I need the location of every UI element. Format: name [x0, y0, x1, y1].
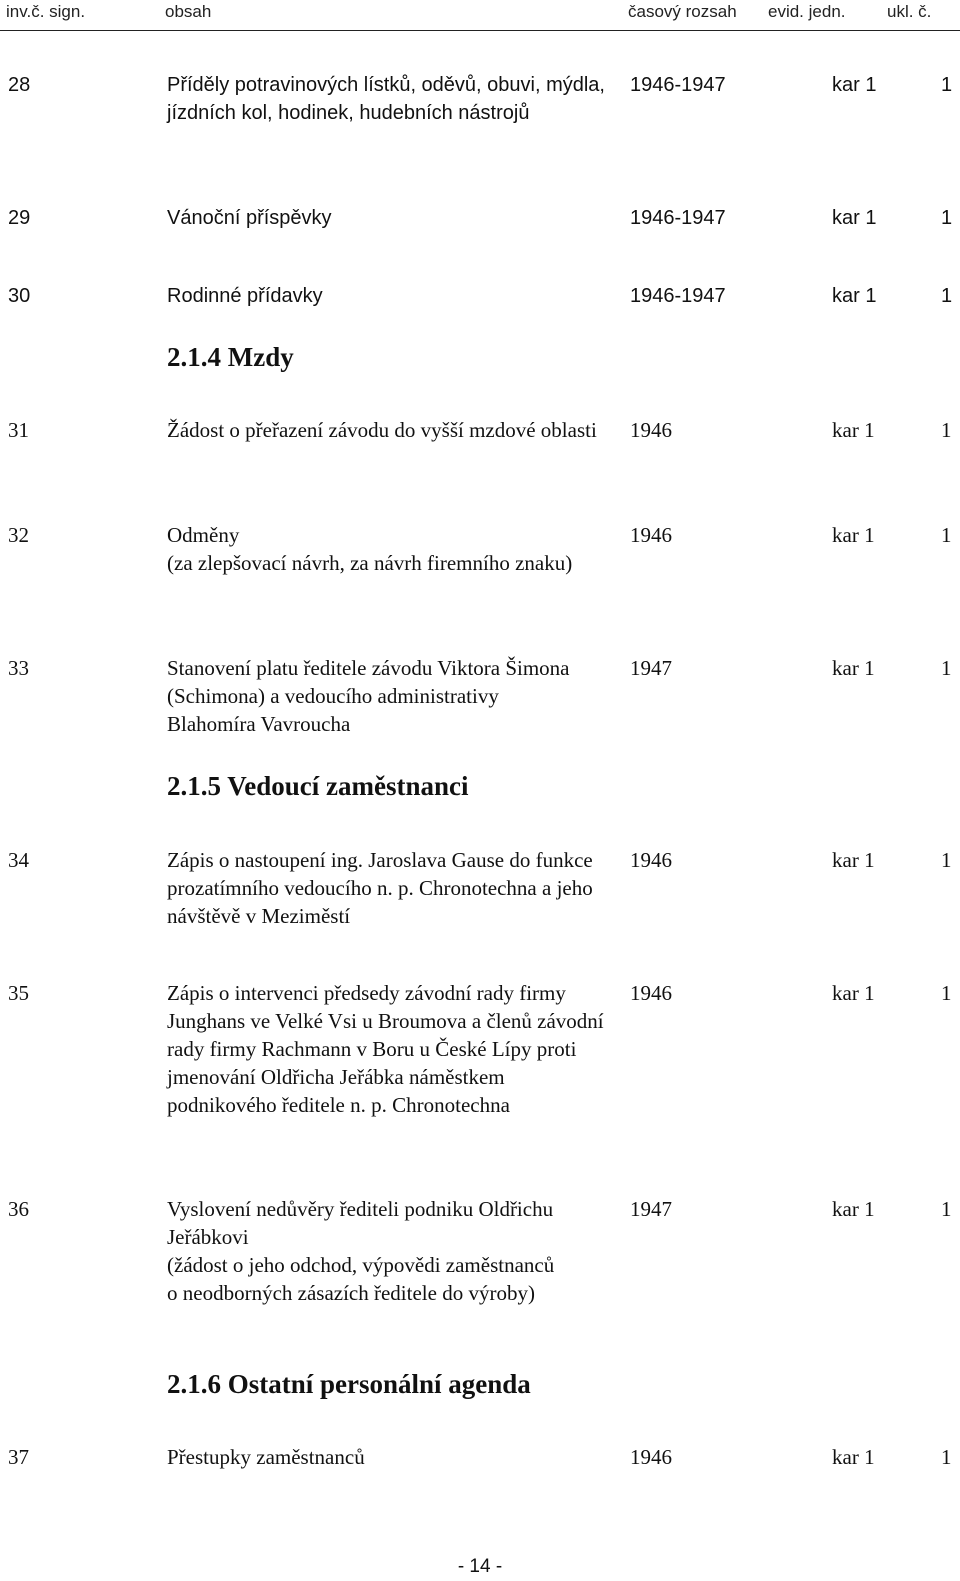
row-description: Zápis o nastoupení ing. Jaroslava Gause do funkce prozatímního vedoucího n. p. Chronotechna a jeho návštěvě v Meziměstí [167, 848, 593, 928]
row-date: 1947 [630, 656, 672, 680]
row-description: Vánoční příspěvky [167, 207, 332, 229]
page-number: - 14 - [457, 1556, 503, 1577]
row-description: Odměny (za zlepšovací návrh, za návrh firemního znaku) [167, 523, 573, 575]
row-box: kar 1 [832, 523, 875, 547]
row-description: Vyslovení nedůvěry řediteli podniku Oldřichu Jeřábkovi (žádost o jeho odchod, výpovědi zaměstnanců o neodborných zásazích ředitele do výroby) [167, 1197, 555, 1305]
row-description: Stanovení platu ředitele závodu Viktora Šimona (Schimona) a vedoucího administrativy Blahomíra Vavroucha [167, 656, 570, 736]
row-storage: 1 [941, 418, 952, 442]
row-date: 1946 [630, 1445, 672, 1469]
row-description: Příděly potravinových lístků, oděvů, obuvi, mýdla, jízdních kol, hodinek, hudebních nástrojů [167, 74, 605, 124]
row-storage: 1 [941, 1445, 952, 1469]
row-number: 28 [8, 74, 31, 96]
row-number: 36 [8, 1197, 29, 1221]
section-heading-ostatni: 2.1.6 Ostatní personální agenda [167, 1369, 531, 1399]
row-date: 1946 [630, 418, 672, 442]
header-evid-unit: evid. jedn. [768, 2, 846, 21]
row-storage: 1 [941, 656, 952, 680]
row-storage: 1 [941, 981, 952, 1005]
header-time-range: časový rozsah [628, 2, 737, 21]
section-heading-mzdy: 2.1.4 Mzdy [167, 342, 294, 372]
row-description: Žádost o přeřazení závodu do vyšší mzdové oblasti [167, 418, 597, 442]
row-date: 1946 [630, 848, 672, 872]
row-storage: 1 [941, 1197, 952, 1221]
row-date: 1946-1947 [630, 207, 726, 229]
row-date: 1946-1947 [630, 285, 726, 307]
section-heading-vedouci: 2.1.5 Vedoucí zaměstnanci [167, 771, 469, 801]
row-box: kar 1 [832, 981, 875, 1005]
row-number: 31 [8, 418, 29, 442]
header-content: obsah [165, 2, 212, 21]
row-box: kar 1 [832, 418, 875, 442]
row-storage: 1 [941, 848, 952, 872]
row-box: kar 1 [832, 1197, 875, 1221]
row-storage: 1 [941, 207, 953, 229]
row-storage: 1 [941, 523, 952, 547]
row-number: 35 [8, 981, 29, 1005]
header-inv-sign: inv.č. sign. [6, 2, 86, 21]
row-box: kar 1 [832, 285, 877, 307]
row-box: kar 1 [832, 656, 875, 680]
row-box: kar 1 [832, 848, 875, 872]
row-number: 29 [8, 207, 31, 229]
row-description: Zápis o intervenci předsedy závodní rady firmy Junghans ve Velké Vsi u Broumova a členů závodní rady firmy Rachmann v Boru u České Lípy proti jmenování Oldřicha Jeřábka náměstkem podnikového ředitele n. p. Chronotechna [167, 981, 604, 1117]
row-date: 1946 [630, 523, 672, 547]
row-box: kar 1 [832, 207, 877, 229]
row-box: kar 1 [832, 1445, 875, 1469]
row-description: Rodinné přídavky [167, 285, 323, 307]
row-date: 1946-1947 [630, 74, 726, 96]
row-box: kar 1 [832, 74, 877, 96]
row-storage: 1 [941, 74, 953, 96]
row-number: 33 [8, 656, 29, 680]
row-date: 1947 [630, 1197, 672, 1221]
row-number: 34 [8, 848, 29, 872]
row-number: 30 [8, 285, 31, 307]
row-description: Přestupky zaměstnanců [167, 1445, 365, 1469]
header-storage-no: ukl. č. [887, 2, 932, 21]
row-date: 1946 [630, 981, 672, 1005]
row-number: 37 [8, 1445, 29, 1469]
row-storage: 1 [941, 285, 953, 307]
column-header [0, 0, 960, 31]
row-number: 32 [8, 523, 29, 547]
